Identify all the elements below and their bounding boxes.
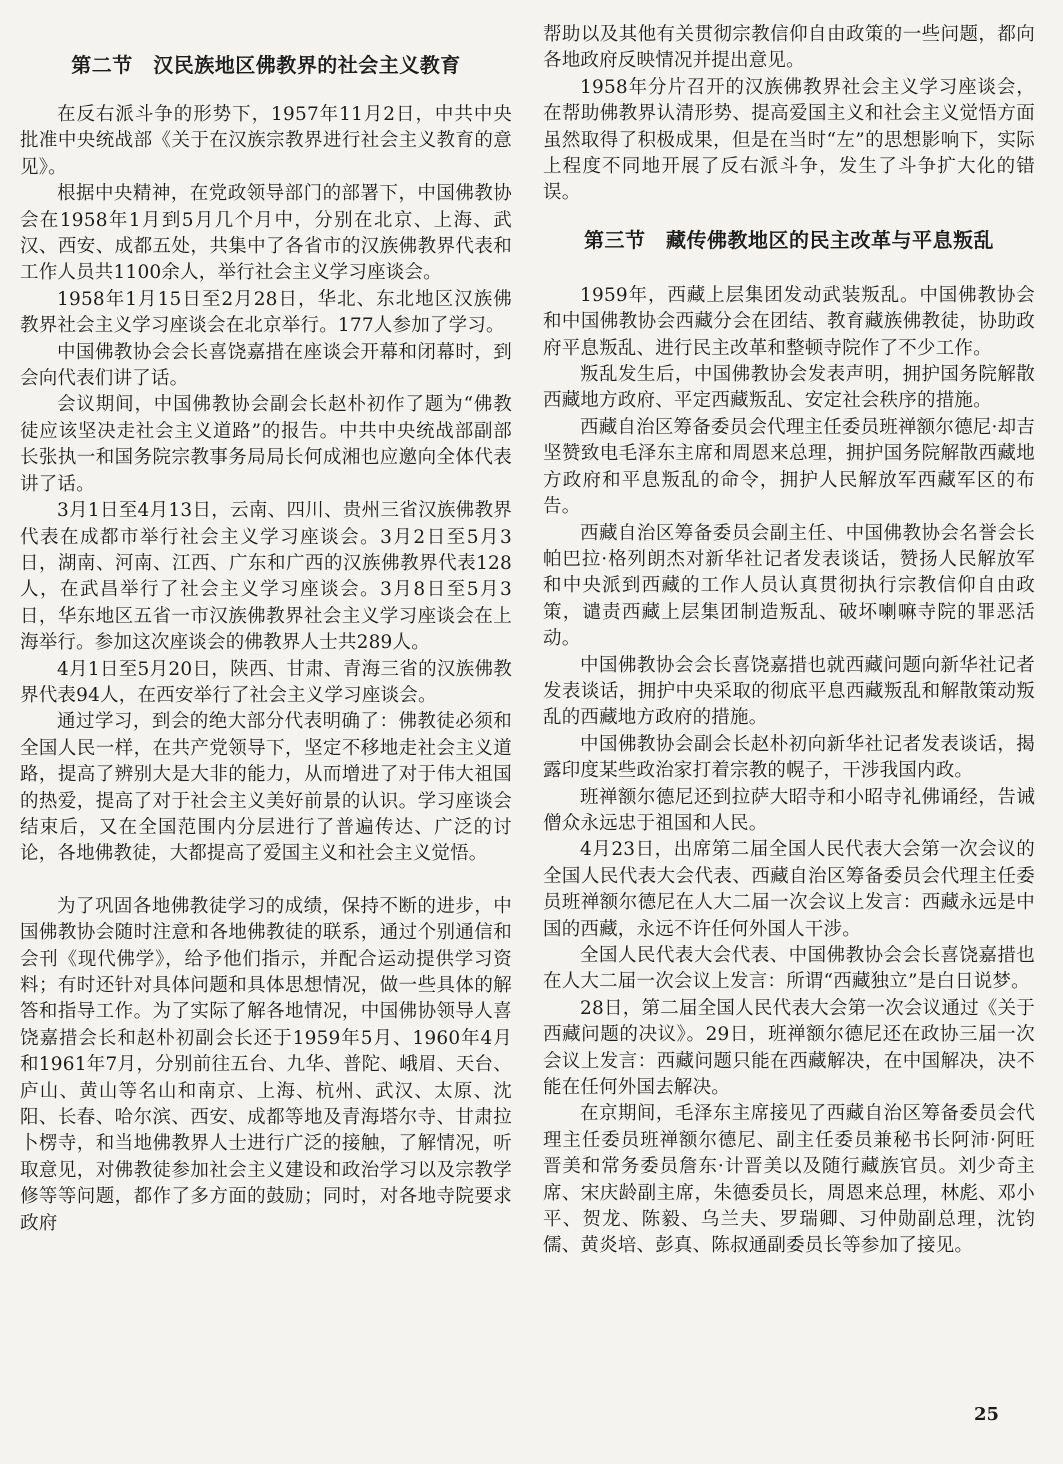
paragraph-gap — [20, 868, 512, 894]
paragraph: 中国佛教协会副会长赵朴初向新华社记者发表谈话，揭露印度某些政治家打着宗教的幌子，干涉我国内政。 — [543, 733, 1035, 782]
paragraph: 西藏自治区筹备委员会副主任、中国佛教协会名誉会长帕巴拉·格列朗杰对新华社记者发表谈话，赞扬人民解放军和中央派到西藏的工作人员认真贯彻执行宗教信仰自由政策，谴责西藏上层集团制造叛乱、破坏喇嘛寺院的罪恶活动。 — [543, 522, 1035, 650]
section-heading-2: 第二节 汉民族地区佛教界的社会主义教育 — [71, 53, 461, 77]
paragraph: 根据中央精神，在党政领导部门的部署下，中国佛教协会在1958年1月到5月几个月中，分别在北京、上海、武汉、西安、成都五处，共集中了各省市的汉族佛教界代表和工作人员共1100余人，举行社会主义学习座谈会。 — [20, 183, 512, 284]
paragraph: 28日，第二届全国人民代表大会第一次会议通过《关于西藏问题的决议》。29日，班禅额尔德尼还在政协三届一次会议上发言：西藏问题只能在西藏解决，在中国解决，决不能在任何外国去解决。 — [543, 997, 1035, 1099]
paragraph: 班禅额尔德尼还到拉萨大昭寺和小昭寺礼佛诵经，告诫僧众永远忠于祖国和人民。 — [543, 786, 1035, 834]
paragraph: 通过学习，到会的绝大部分代表明确了：佛教徒必须和全国人民一样，在共产党领导下，坚定不移地走社会主义道路，提高了辨别大是大非的能力，从而增进了对于伟大祖国的热爱，提高了对于社会主义美好前景的认识。学习座谈会结束后，又在全国范围内分层进行了普遍传达、广泛的讨论，各地佛教徒，大都提高了爱国主义和社会主义觉悟。 — [20, 711, 512, 865]
continued-paragraph: 帮助以及其他有关贯彻宗教信仰自由政策的一些问题，都向各地政府反映情况并提出意见。 — [543, 24, 1035, 72]
paragraph: 中国佛教协会会长喜饶嘉措也就西藏问题向新华社记者发表谈话，拥护中央采取的彻底平息西藏叛乱和解散策动叛乱的西藏地方政府的措施。 — [543, 654, 1035, 729]
paragraph: 西藏自治区筹备委员会代理主任委员班禅额尔德尼·却吉坚赞致电毛泽东主席和周恩来总理，拥护国务院解散西藏地方政府和平息叛乱的命令，拥护人民解放军西藏军区的布告。 — [543, 416, 1035, 518]
paragraph: 在京期间，毛泽东主席接见了西藏自治区筹备委员会代理主任委员班禅额尔德尼、副主任委员兼秘书长阿沛·阿旺晋美和常务委员詹东·计晋美以及随行藏族官员。刘少奇主席、宋庆龄副主席，朱德委员长，周恩来总理，林彪、邓小平、贺龙、陈毅、乌兰夫、罗瑞卿、习仲勋副总理，沈钧儒、黄炎培、彭真、陈叔通副委员长等参加了接见。 — [543, 1103, 1035, 1257]
paragraph: 1958年1月15日至2月28日，华北、东北地区汉族佛教界社会主义学习座谈会在北京举行。177人参加了学习。 — [20, 288, 512, 337]
paragraph: 中国佛教协会会长喜饶嘉措在座谈会开幕和闭幕时，到会向代表们讲了话。 — [20, 341, 512, 390]
paragraph: 为了巩固各地佛教徒学习的成绩，保持不断的进步，中国佛教协会随时注意和各地佛教徒的联系，通过个别通信和会刊《现代佛学》，给予他们指示，并配合运动提供学习资料；有时还针对具体问题和具体思想情况，做一些具体的解答和指导工作。为了实际了解各地情况，中国佛协领导人喜饶嘉措会长和赵朴初副会长还于1959年5月、1960年4月和1961年7月，分别前往五台、九华、普陀、峨眉、天台、庐山、黄山等名山和南京、上海、杭州、武汉、太原、沈阳、长春、哈尔滨、西安、成都等地及青海塔尔寺、甘肃拉卜楞寺，和当地佛教界人士进行广泛的接触，了解情况，听取意见，对佛教徒参加社会主义建设和政治学习以及宗教学修等等问题，都作了多方面的鼓励；同时，对各地寺院要求政府 — [20, 895, 512, 1234]
paragraph: 4月23日，出席第二届全国人民代表大会第一次会议的全国人民代表大会代表、西藏自治区筹备委员会代理主任委员班禅额尔德尼在人大二届一次会议上发言：西藏永远是中国的西藏，永远不许任何外国人干涉。 — [543, 839, 1035, 940]
paragraph: 会议期间，中国佛教协会副会长赵朴初作了题为“佛教徒应该坚决走社会主义道路”的报告。中共中央统战部副部长张执一和国务院宗教事务局局长何成湘也应邀向全体代表讲了话。 — [20, 394, 512, 495]
paragraph: 1959年，西藏上层集团发动武装叛乱。中国佛教协会和中国佛教协会西藏分会在团结、教育藏族佛教徒，协助政府平息叛乱、进行民主改革和整顿寺院作了不少工作。 — [543, 284, 1035, 359]
paragraph: 在反右派斗争的形势下，1957年11月2日，中共中央批准中央统战部《关于在汉族宗教界进行社会主义教育的意见》。 — [20, 104, 512, 178]
section-heading-3: 第三节 藏传佛教地区的民主改革与平息叛乱 — [584, 227, 994, 252]
paragraph: 1958年分片召开的汉族佛教界社会主义学习座谈会，在帮助佛教界认清形势、提高爱国主义和社会主义觉悟方面虽然取得了积极成果，但是在当时“左”的思想影响下，实际上程度不同地开展了反右派斗争，发生了斗争扩大化的错误。 — [543, 76, 1035, 204]
paragraph: 4月1日至5月20日，陕西、甘肃、青海三省的汉族佛教界代表94人，在西安举行了社会主义学习座谈会。 — [20, 658, 512, 706]
paragraph: 3月1日至4月13日，云南、四川、贵州三省汉族佛教界代表在成都市举行社会主义学习座谈会。3月2日至5月3日，湖南、河南、江西、广东和广西的汉族佛教界代表128人，在武昌举行了社会主义学习座谈会。3月8日至5月3日，华东地区五省一市汉族佛教界社会主义学习座谈会在上海举行。参加这次座谈会的佛教界人士共289人。 — [20, 500, 512, 654]
paragraph: 全国人民代表大会代表、中国佛教协会会长喜饶嘉措也在人大二届一次会议上发言：所谓“西藏独立”是白日说梦。 — [543, 945, 1035, 993]
page-number: 25 — [973, 1404, 999, 1425]
right-column — [543, 22, 1035, 1260]
paragraph: 叛乱发生后，中国佛教协会发表声明，拥护国务院解散西藏地方政府、平定西藏叛乱、安定社会秩序的措施。 — [543, 364, 1035, 412]
left-column — [20, 50, 512, 1237]
